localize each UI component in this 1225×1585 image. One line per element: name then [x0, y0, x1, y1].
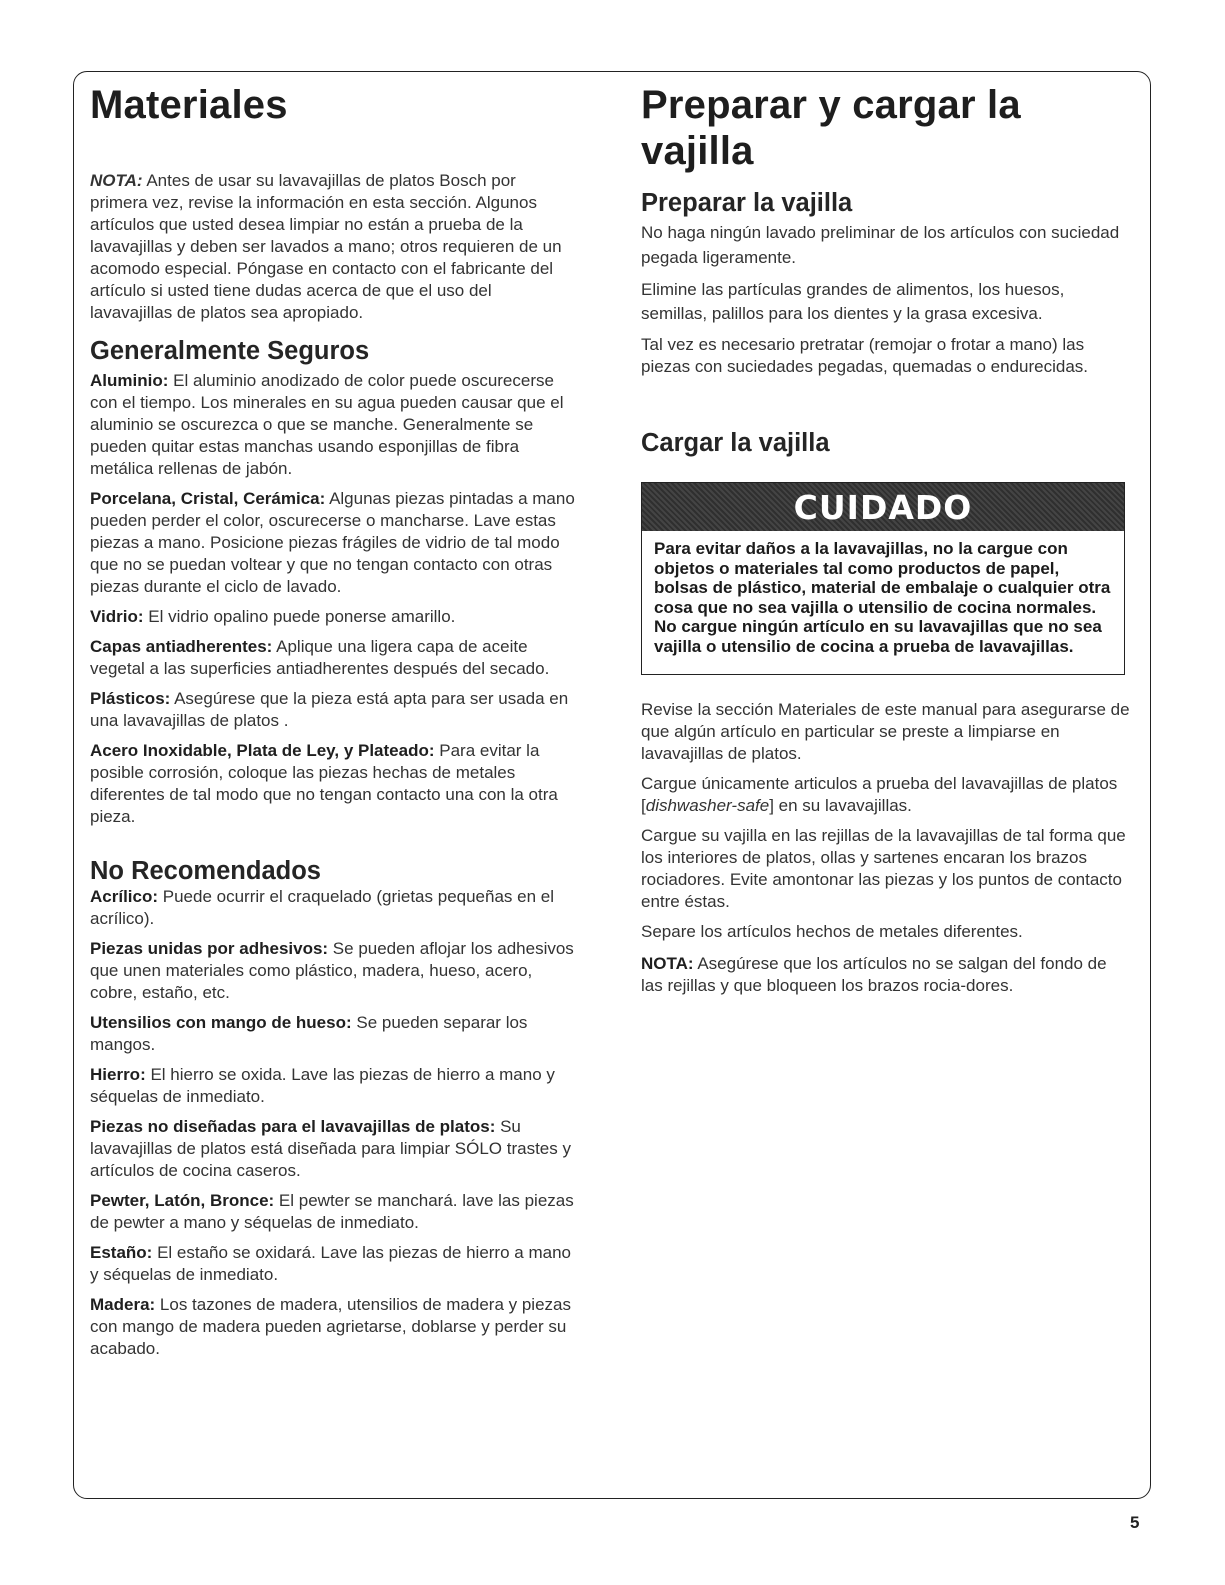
- safe-item: Capas antiadherentes: Aplique una ligera capa de aceite vegetal a las superficies antiadherentes después del secado.: [90, 637, 550, 678]
- prep-paragraph: Tal vez es necesario pretratar (remojar o frotar a mano) las piezas con suciedades pegadas, quemadas o endurecidas.: [641, 335, 1089, 376]
- preparar-column: [641, 82, 1131, 997]
- note-text: Asegúrese que los artículos no se salgan del fondo de las rejillas y que bloqueen los brazos rocia-dores.: [641, 954, 1107, 995]
- safe-item: Vidrio: El vidrio opalino puede ponerse amarillo.: [90, 607, 456, 626]
- not-item: Madera: Los tazones de madera, utensilios de madera y piezas con mango de madera pueden agrietarse, doblarse y perder su acabado.: [90, 1295, 571, 1358]
- caution-title: CUIDADO: [793, 487, 973, 527]
- caution-box: [641, 482, 1125, 675]
- not-item: Piezas unidas por adhesivos: Se pueden aflojar los adhesivos que unen materiales como plástico, madera, hueso, acero, cobre, estaño, etc.: [90, 939, 574, 1002]
- note-label: NOTA:: [90, 171, 143, 190]
- caution-banner: [642, 483, 1124, 531]
- load-note: [641, 953, 1131, 997]
- not-item: Acrílico: Puede ocurrir el craquelado (grietas pequeñas en el acrílico).: [90, 887, 555, 928]
- not-item: Pewter, Latón, Bronce: El pewter se manchará. lave las piezas de pewter a mano y séquelas de inmediato.: [90, 1191, 574, 1232]
- not-item: Utensilios con mango de hueso: Se pueden separar los mangos.: [90, 1013, 528, 1054]
- prep-paragraph: No haga ningún lavado preliminar de los artículos con suciedad pegada ligeramente.: [641, 223, 1120, 267]
- note-text: Antes de usar su lavavajillas de platos Bosch por primera vez, revise la información en esta sección. Algunos artículos que usted desea limpiar no están a prueba de la lavavajillas y deben ser lavados a mano; otros requieren de un acomodo especial. Póngase en contacto con el fabricante del artículo si usted tiene dudas acerca de que el uso del lavavajillas de platos sea apropiado.: [90, 171, 562, 322]
- not-item: Hierro: El hierro se oxida. Lave las piezas de hierro a mano y séquelas de inmediato.: [90, 1065, 555, 1106]
- not-item: Piezas no diseñadas para el lavavajillas de platos: Su lavavajillas de platos está diseñada para limpiar SÓLO trastes y artículos de cocina caseros.: [90, 1117, 571, 1180]
- load-paragraph: Cargue únicamente articulos a prueba del lavavajillas de platos [dishwasher-safe] en su lavavajillas.: [641, 774, 1118, 815]
- load-paragraph: Cargue su vajilla en las rejillas de la lavavajillas de tal forma que los interiores de platos, ollas y sartenes encaran los brazos rociadores. Evite amontonar las piezas y los puntos de contacto entre éstas.: [641, 826, 1126, 911]
- caution-text: Para evitar daños a la lavavajillas, no la cargue con objetos o materiales tal como productos de papel, bolsas de plástico, material de embalaje o cualquier otra cosa que no sea vajilla o utensilio de cocina normales. No cargue ningún artículo en su lavavajillas que no sea vajilla o utensilio de cocina a prueba de lavavajillas.: [654, 539, 1111, 656]
- page-number: 5: [1130, 1513, 1140, 1532]
- safe-item: Porcelana, Cristal, Cerámica: Algunas piezas pintadas a mano pueden perder el color, oscurecerse o mancharse. Lave estas piezas a mano. Posicione piezas frágiles de vidrio de tal modo que no se puedan voltear y que no tengan contacto con otras piezas durante el ciclo de lavado.: [90, 489, 575, 596]
- prep-heading: Preparar la vajilla: [641, 189, 853, 217]
- not-recommended-heading: No Recomendados: [90, 857, 321, 885]
- not-item: Estaño: El estaño se oxidará. Lave las piezas de hierro a mano y séquelas de inmediato.: [90, 1243, 571, 1284]
- prep-paragraph: Elimine las partículas grandes de alimentos, los huesos, semillas, palillos para los dientes y la grasa excesiva.: [641, 280, 1065, 323]
- preparar-title: Preparar y cargar la vajilla: [641, 83, 1021, 173]
- safe-item: Acero Inoxidable, Plata de Ley, y Plateado: Para evitar la posible corrosión, coloque las piezas hechas de metales diferentes de tal modo que no tengan contacto una con la otra pieza.: [90, 741, 558, 826]
- safe-item: Plásticos: Asegúrese que la pieza está apta para ser usada en una lavavajillas de platos .: [90, 689, 569, 730]
- load-paragraph: Revise la sección Materiales de este manual para asegurarse de que algún artículo en particular se preste a limpiarse en lavavajillas de platos.: [641, 700, 1130, 763]
- load-heading: Cargar la vajilla: [641, 429, 830, 457]
- materiales-note: [90, 170, 578, 324]
- materiales-column: [90, 82, 578, 1360]
- safe-heading: Generalmente Seguros: [90, 337, 370, 365]
- materiales-title: Materiales: [90, 83, 288, 127]
- load-paragraph: Separe los artículos hechos de metales diferentes.: [641, 922, 1023, 941]
- safe-item: Aluminio: El aluminio anodizado de color puede oscurecerse con el tiempo. Los minerales en su agua pueden causar que el aluminio se oscurezca o que se manche. Generalmente se pueden quitar estas manchas usando esponjillas de fibra metálica rellenas de jabón.: [90, 371, 564, 478]
- note-label: NOTA:: [641, 954, 694, 973]
